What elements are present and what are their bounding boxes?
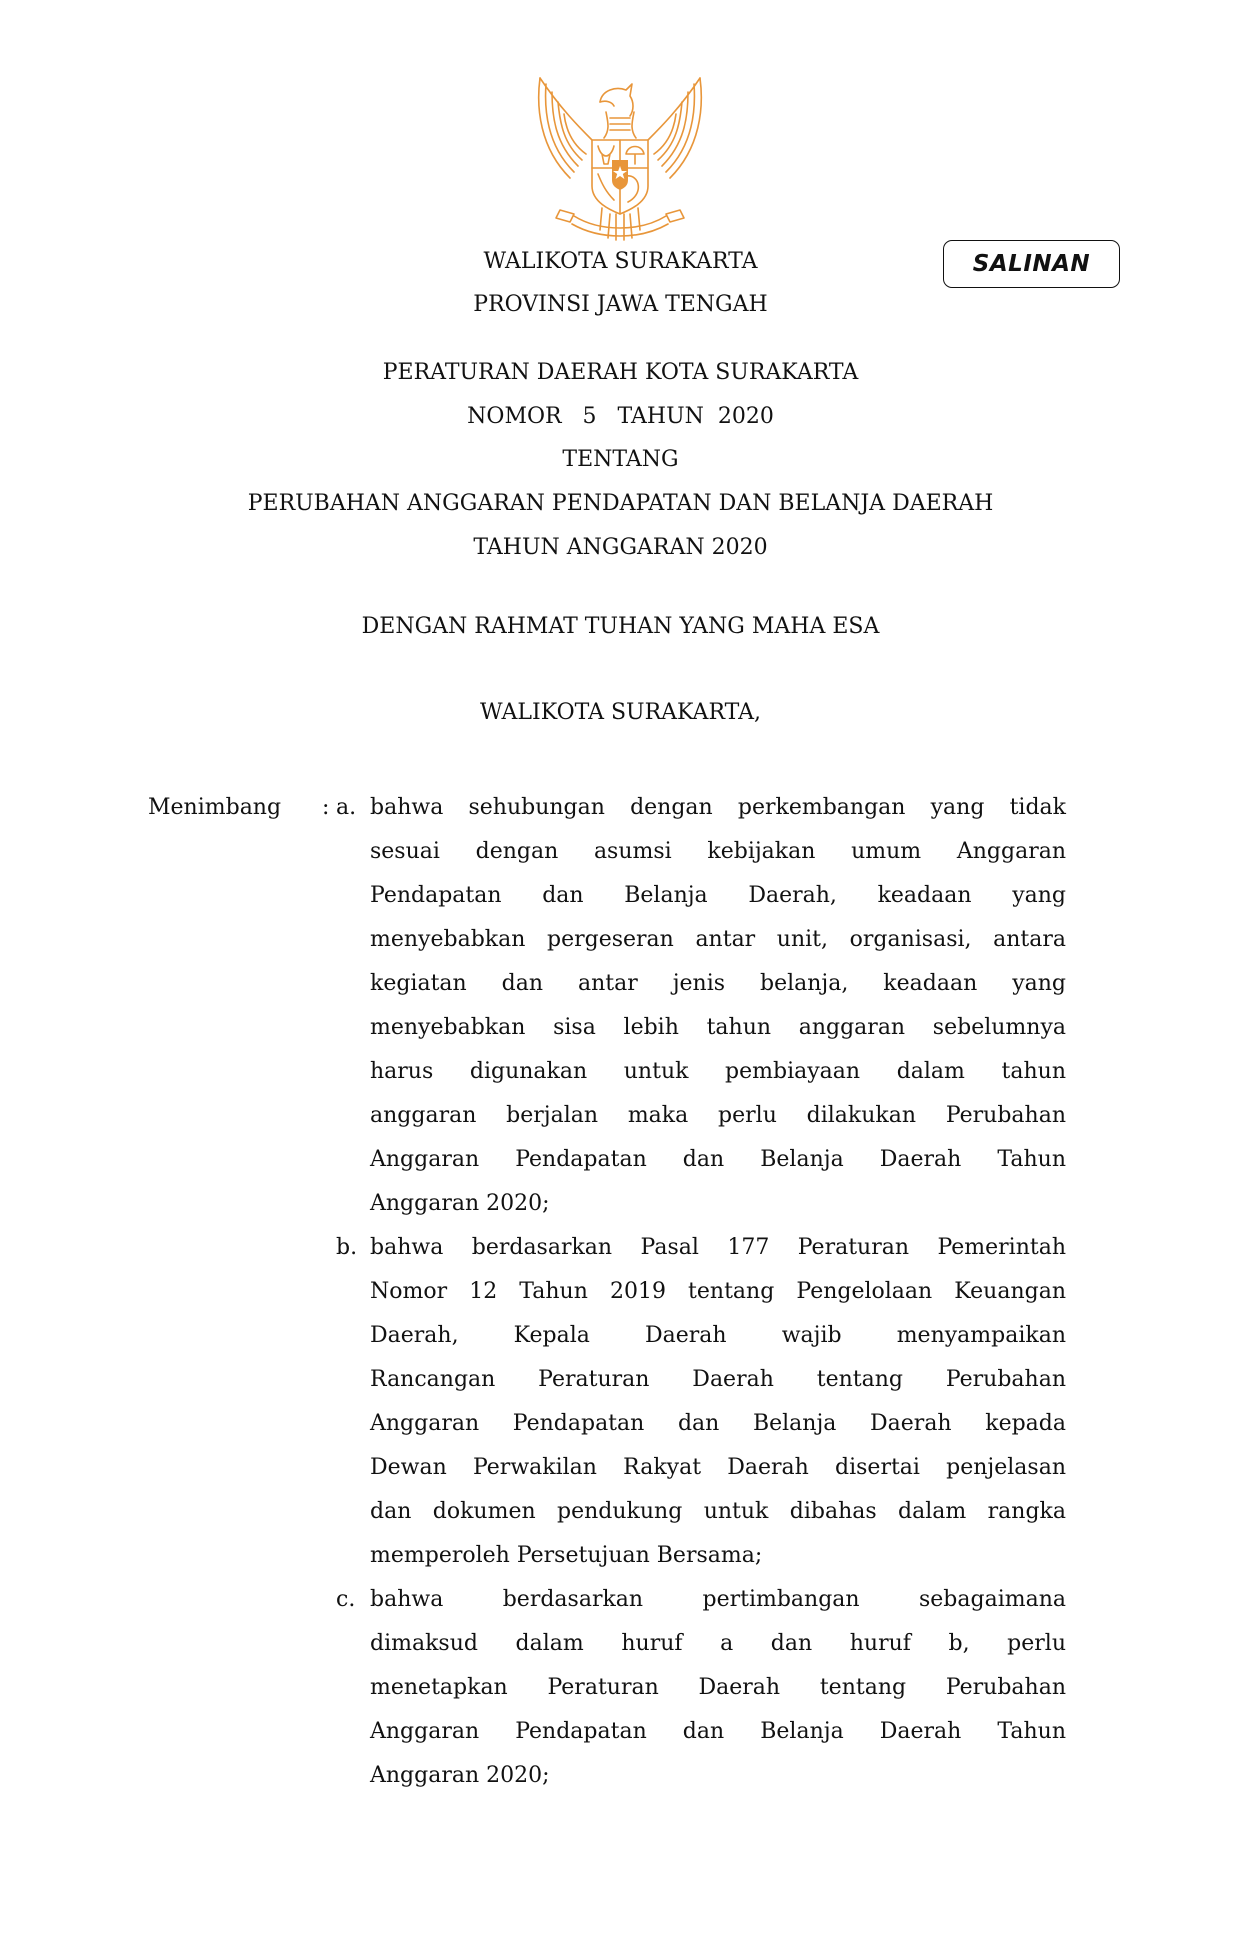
blessing-text: DENGAN RAHMAT TUHAN YANG MAHA ESA [361,614,880,639]
item-line: Anggaran Pendapatan dan Belanja Daerah Tahun [370,1147,1066,1172]
item-line: kegiatan dan antar jenis belanja, keadaan yang [370,971,1066,996]
item-line: Anggaran 2020; [370,1191,550,1216]
considering-label: Menimbang [148,795,282,820]
item-line: bahwa berdasarkan Pasal 177 Peraturan Pemerintah [370,1235,1066,1260]
item-marker: b. [336,1235,358,1260]
item-line: memperoleh Persetujuan Bersama; [370,1543,763,1568]
garuda-emblem-icon [530,68,710,244]
item-marker: c. [336,1587,356,1612]
item-line: Dewan Perwakilan Rakyat Daerah disertai penjelasan [370,1455,1066,1480]
item-line: dan dokumen pendukung untuk dibahas dalam rangka [370,1499,1066,1524]
item-marker: a. [336,795,357,820]
item-line: bahwa berdasarkan pertimbangan sebagaimana [370,1587,1066,1612]
item-line: menyebabkan pergeseran antar unit, organisasi, antara [370,927,1066,952]
considering-colon: : [322,795,330,820]
salinan-stamp: SALINAN [943,240,1120,288]
issuer-title: WALIKOTA SURAKARTA [483,249,758,274]
item-line: menetapkan Peraturan Daerah tentang Perubahan [370,1675,1066,1700]
item-line: dimaksud dalam huruf a dan huruf b, perlu [370,1631,1066,1656]
item-line: Anggaran Pendapatan dan Belanja Daerah Tahun [370,1719,1066,1744]
item-line: Anggaran Pendapatan dan Belanja Daerah kepada [370,1411,1066,1436]
item-line: anggaran berjalan maka perlu dilakukan Perubahan [370,1103,1066,1128]
regulation-year: TAHUN ANGGARAN 2020 [473,535,768,560]
item-line: sesuai dengan asumsi kebijakan umum Anggaran [370,839,1066,864]
regulation-about: TENTANG [562,447,679,472]
item-line: harus digunakan untuk pembiayaan dalam tahun [370,1059,1066,1084]
regulation-subject: PERUBAHAN ANGGARAN PENDAPATAN DAN BELANJA DAERAH [247,491,994,516]
item-line: Pendapatan dan Belanja Daerah, keadaan yang [370,883,1066,908]
item-line: Rancangan Peraturan Daerah tentang Perubahan [370,1367,1066,1392]
regulation-title: PERATURAN DAERAH KOTA SURAKARTA [382,360,859,385]
item-line: bahwa sehubungan dengan perkembangan yang tidak [370,795,1066,820]
official-heading: WALIKOTA SURAKARTA, [480,700,761,725]
regulation-number: NOMOR 5 TAHUN 2020 [467,404,774,429]
item-line: Anggaran 2020; [370,1763,550,1788]
item-line: Nomor 12 Tahun 2019 tentang Pengelolaan Keuangan [370,1279,1066,1304]
province-title: PROVINSI JAWA TENGAH [473,292,768,317]
item-line: Daerah, Kepala Daerah wajib menyampaikan [370,1323,1066,1348]
item-line: menyebabkan sisa lebih tahun anggaran sebelumnya [370,1015,1066,1040]
